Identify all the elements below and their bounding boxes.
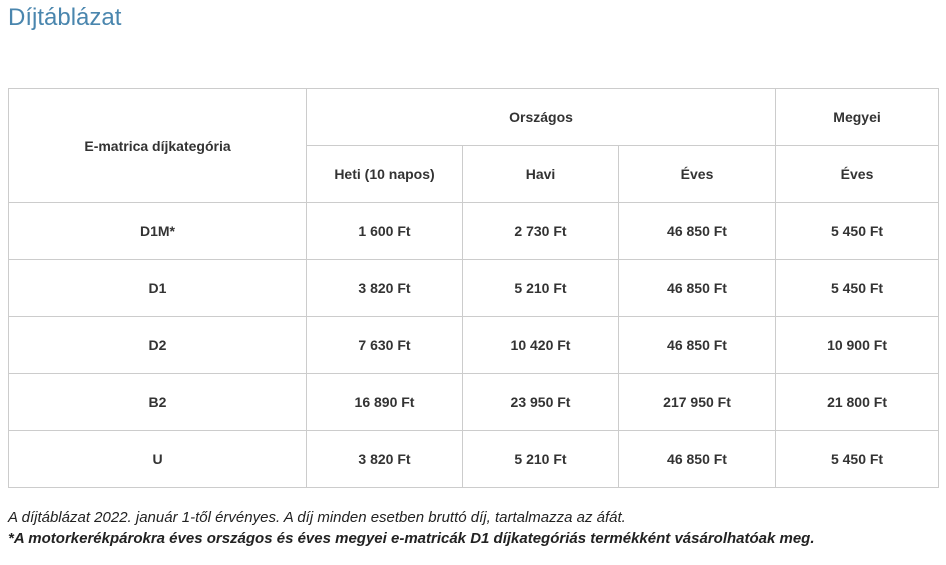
price-cell: 5 450 Ft [776, 431, 939, 488]
price-cell: 10 900 Ft [776, 317, 939, 374]
column-header-heti: Heti (10 napos) [307, 146, 463, 203]
price-cell: 16 890 Ft [307, 374, 463, 431]
category-cell: U [9, 431, 307, 488]
column-header-havi: Havi [463, 146, 619, 203]
table-row-d1 [9, 260, 939, 317]
price-cell: 217 950 Ft [619, 374, 776, 431]
price-cell: 23 950 Ft [463, 374, 619, 431]
category-cell: D1 [9, 260, 307, 317]
table-row-b2 [9, 374, 939, 431]
price-cell: 46 850 Ft [619, 431, 776, 488]
price-table [8, 88, 939, 488]
group-header-megyei: Megyei [776, 89, 939, 146]
price-cell: 10 420 Ft [463, 317, 619, 374]
page-title: Díjtáblázat [8, 4, 122, 31]
group-header-orszagos: Országos [307, 89, 776, 146]
price-cell: 5 450 Ft [776, 260, 939, 317]
validity-note: A díjtáblázat 2022. január 1-től érvényes. A díj minden esetben bruttó díj, tartalmazza az áfát. [8, 509, 626, 526]
category-cell: D1M* [9, 203, 307, 260]
table-row-u [9, 431, 939, 488]
column-header-eves-orszagos: Éves [619, 146, 776, 203]
price-cell: 46 850 Ft [619, 260, 776, 317]
price-cell: 2 730 Ft [463, 203, 619, 260]
group-header-row [9, 89, 939, 146]
price-cell: 7 630 Ft [307, 317, 463, 374]
column-header-eves-megyei: Éves [776, 146, 939, 203]
footnotes [8, 508, 938, 548]
category-cell: B2 [9, 374, 307, 431]
price-cell: 46 850 Ft [619, 317, 776, 374]
price-cell: 5 210 Ft [463, 431, 619, 488]
price-cell: 3 820 Ft [307, 431, 463, 488]
category-cell: D2 [9, 317, 307, 374]
motorcycle-note: *A motorkerékpárokra éves országos és éves megyei e-matricák D1 díjkategóriás termékként vásárolhatóak meg. [8, 530, 815, 547]
table-row-d2 [9, 317, 939, 374]
price-cell: 46 850 Ft [619, 203, 776, 260]
price-cell: 21 800 Ft [776, 374, 939, 431]
price-cell: 5 210 Ft [463, 260, 619, 317]
price-cell: 1 600 Ft [307, 203, 463, 260]
column-header-category: E-matrica díjkategória [9, 89, 307, 203]
price-cell: 5 450 Ft [776, 203, 939, 260]
table-row-d1m [9, 203, 939, 260]
price-cell: 3 820 Ft [307, 260, 463, 317]
